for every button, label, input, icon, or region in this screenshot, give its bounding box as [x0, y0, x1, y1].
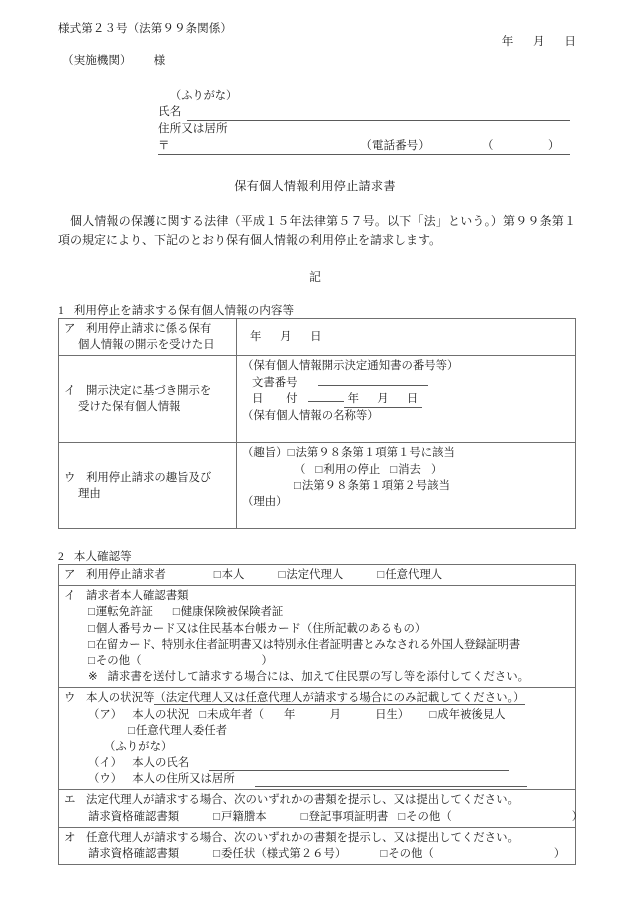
- document-number-label: 文書番号: [252, 376, 298, 389]
- id-doc-other-close: ）: [261, 654, 273, 667]
- legal-rep-docs-label: 請求資格確認書類: [88, 810, 180, 823]
- addressee-organization: （実施機関）: [62, 54, 132, 67]
- checkbox-law98-1-2[interactable]: □: [294, 479, 301, 492]
- document-title: 保有個人情報利用停止請求書: [234, 179, 396, 193]
- row-u-value-cell: [237, 443, 576, 529]
- legal-rep-doc-other-close: ）: [571, 810, 584, 823]
- id-doc-health-insurance: 健康保険被保険者証: [180, 606, 284, 619]
- principal-address-input[interactable]: [255, 774, 527, 787]
- reason-input[interactable]: [242, 510, 571, 526]
- table-holding-info-content: [58, 318, 576, 529]
- addressee-honorific: 様: [153, 54, 166, 67]
- checkbox-voluntary-rep-other[interactable]: □: [380, 848, 388, 860]
- id-doc-my-number-card: 個人番号カード又は住民基本台帳カード（住所記載のあるもの）: [95, 622, 427, 635]
- purpose-sub-option-b: 消去: [398, 463, 421, 476]
- row-a-value-cell[interactable]: [237, 319, 576, 356]
- checkbox-requester-voluntary-rep[interactable]: □: [377, 569, 385, 581]
- id-doc-residence-card: 在留カード、特別永住者証明書又は特別永住者証明書とみなされる外国人登録証明書: [95, 638, 520, 651]
- identity-row-o-label: 任意代理人が請求する場合、次のいずれかの書類を提示し、又は提出してください。: [86, 831, 519, 844]
- row-u-label-line1: 利用停止請求の趣旨及び: [86, 471, 212, 484]
- identity-row-e-mark: エ: [64, 794, 76, 807]
- applicant-block: [158, 88, 570, 155]
- applicant-address-label: 住所又は居所: [158, 122, 228, 136]
- checkbox-health-insurance-card[interactable]: □: [172, 606, 180, 619]
- table-row: [59, 688, 576, 790]
- id-doc-other-label: その他（: [95, 654, 142, 667]
- row-u-label-cell: [59, 443, 237, 529]
- purpose-option-1: 法第９８条第１項第１号に該当: [295, 447, 455, 460]
- identity-row-u: [59, 688, 576, 790]
- checkbox-requester-self[interactable]: □: [213, 569, 221, 581]
- checkbox-minor[interactable]: □: [199, 708, 207, 721]
- identity-row-u-note: （法定代理人又は任意代理人が請求する場合にのみ記載してください。）: [154, 692, 525, 705]
- document-date-line: 年 月 日: [501, 35, 580, 48]
- requester-option-voluntary-rep: 任意代理人: [385, 569, 443, 581]
- identity-row-i-label: 請求者本人確認書類: [86, 590, 189, 603]
- row-i-label-cell: [59, 356, 237, 443]
- requester-option-self: 本人: [221, 569, 245, 581]
- checkbox-erase[interactable]: □: [390, 463, 398, 476]
- status-voluntary-delegator-label: 任意代理人委任者: [135, 724, 228, 737]
- voluntary-rep-doc-other-label: その他（: [388, 848, 434, 860]
- checkbox-adult-ward[interactable]: □: [429, 708, 437, 721]
- identity-row-u-mark: ウ: [64, 692, 76, 705]
- checkbox-other-id-doc[interactable]: □: [88, 654, 95, 667]
- telephone-paren: （ ）: [481, 138, 570, 152]
- notice-date-units: 年 月 日: [344, 391, 422, 408]
- identity-row-i-mark: イ: [64, 590, 76, 603]
- identity-row-o-mark: オ: [64, 831, 76, 844]
- identity-row-o: [59, 827, 576, 864]
- section-2-title: 本人確認等: [73, 550, 132, 563]
- table-row: [59, 790, 576, 827]
- checkbox-suspend-use[interactable]: □: [315, 463, 323, 476]
- ki-mark: 記: [309, 270, 321, 284]
- applicant-name-input[interactable]: [187, 107, 570, 121]
- purpose-option-2: 法第９８条第１項第２号該当: [301, 479, 450, 492]
- row-i-label-line1: 開示決定に基づき開示を: [86, 385, 212, 398]
- row-u-mark: ウ: [64, 471, 76, 484]
- holding-info-name-header: （保有個人情報の名称等）: [242, 409, 379, 422]
- checkbox-residence-card[interactable]: □: [88, 638, 95, 651]
- document-number-input[interactable]: [318, 385, 428, 386]
- checkbox-my-number-card[interactable]: □: [88, 622, 95, 635]
- addressee-line: [62, 52, 165, 68]
- row-i-label-line2: 受けた保有個人情報: [78, 401, 181, 414]
- form-number: 様式第２３号（法第９９条関係）: [58, 22, 232, 35]
- table-row: [59, 565, 576, 586]
- id-doc-note: 請求書を送付して請求する場合には、加えて住民票の写し等を添付してください。: [107, 671, 530, 684]
- checkbox-voluntary-rep-delegator[interactable]: □: [128, 724, 135, 737]
- identity-row-a-mark: ア: [64, 569, 76, 581]
- voluntary-rep-docs-label: 請求資格確認書類: [88, 848, 180, 860]
- identity-row-u-label: 本人の状況等: [86, 692, 155, 705]
- applicant-name-row: [158, 104, 570, 121]
- sub-a-mark: （ア）: [88, 708, 123, 721]
- row-a-label-cell: [59, 319, 237, 356]
- identity-row-a-label: 利用停止請求者: [86, 569, 166, 581]
- applicant-furigana-label: （ふりがな）: [170, 90, 238, 102]
- purpose-sub-option-a: 利用の停止: [323, 463, 381, 476]
- purpose-sub-open-paren: （: [294, 463, 306, 476]
- checkbox-law98-1-1[interactable]: □: [287, 447, 295, 460]
- sub-u-mark: （ウ）: [88, 773, 123, 786]
- sub-a-label: 本人の状況: [132, 708, 190, 721]
- sub-i-mark: （イ）: [88, 757, 123, 770]
- notice-number-header: （保有個人情報開示決定通知書の番号等）: [242, 360, 459, 373]
- checkbox-registry-certificate[interactable]: □: [300, 810, 308, 823]
- table-row: [59, 827, 576, 864]
- purpose-sub-close-paren: ）: [430, 463, 443, 476]
- telephone-label: （電話番号）: [360, 138, 430, 152]
- notice-date-label: 日 付: [252, 392, 298, 405]
- status-adult-ward-label: 成年被後見人: [437, 708, 506, 721]
- legal-rep-doc-other-label: その他（: [406, 810, 452, 823]
- status-minor-birthdate: 年 月 日生）: [284, 708, 410, 721]
- status-minor-label: 未成年者（: [207, 708, 265, 721]
- row-a-label-line2: 個人情報の開示を受けた日: [78, 339, 215, 352]
- requester-option-legal-rep: 法定代理人: [286, 569, 344, 581]
- principal-name-input[interactable]: [209, 758, 509, 771]
- reason-label: （理由）: [242, 495, 288, 508]
- identity-row-e: [59, 790, 584, 827]
- row-i-mark: イ: [64, 385, 76, 398]
- postal-mark-icon: 〒: [158, 138, 170, 152]
- sub-i-label: 本人の氏名: [132, 757, 190, 770]
- identity-row-a: [59, 565, 576, 586]
- section-1-heading: [58, 302, 294, 318]
- table-identity-verification: [58, 564, 584, 865]
- voluntary-rep-doc-poa: 委任状（様式第２６号）: [221, 848, 347, 860]
- section-1-number: 1: [58, 304, 64, 317]
- checkbox-power-of-attorney[interactable]: □: [213, 848, 221, 860]
- document-body-paragraph: 個人情報の保護に関する法律（平成１５年法律第５７号。以下「法」という。）第９９条第１項の規定により、下記のとおり保有個人情報の利用停止を請求します。: [58, 214, 576, 248]
- checkbox-drivers-license[interactable]: □: [88, 606, 95, 619]
- row-u-label-line2: 理由: [78, 487, 101, 500]
- section-2-heading: [58, 548, 132, 564]
- principal-furigana-label: （ふりがな）: [104, 740, 173, 753]
- id-doc-drivers-license: 運転免許証: [95, 606, 153, 619]
- applicant-name-label: 氏名: [158, 105, 182, 119]
- row-a-label-line1: 利用停止請求に係る保有: [86, 323, 212, 335]
- disclosure-received-date: 年 月 日: [250, 331, 326, 344]
- checkbox-requester-legal-rep[interactable]: □: [278, 569, 286, 581]
- legal-rep-doc-registry: 登記事項証明書: [308, 810, 389, 823]
- checkbox-family-register[interactable]: □: [213, 810, 221, 823]
- row-a-mark: ア: [64, 323, 76, 335]
- note-mark-icon: ※: [88, 671, 98, 684]
- identity-row-e-label: 法定代理人が請求する場合、次のいずれかの書類を提示し、又は提出してください。: [86, 794, 519, 807]
- legal-rep-doc-family-register: 戸籍謄本: [221, 810, 267, 823]
- table-row: [59, 586, 576, 688]
- section-1-title: 利用停止を請求する保有個人情報の内容等: [73, 304, 295, 317]
- table-row: [59, 319, 576, 356]
- row-i-value-cell: [237, 356, 576, 443]
- section-2-number: 2: [58, 550, 64, 563]
- checkbox-legal-rep-other[interactable]: □: [398, 810, 406, 823]
- identity-row-i: [59, 586, 576, 688]
- applicant-zip-row: [158, 138, 570, 155]
- sub-u-label: 本人の住所又は居所: [132, 773, 235, 786]
- voluntary-rep-doc-other-close: ）: [553, 848, 566, 860]
- table-row: [59, 356, 576, 443]
- holding-info-name-input[interactable]: [242, 424, 571, 440]
- table-row: [59, 443, 576, 529]
- purpose-label: （趣旨）: [242, 447, 288, 460]
- notice-date-input[interactable]: [308, 401, 344, 402]
